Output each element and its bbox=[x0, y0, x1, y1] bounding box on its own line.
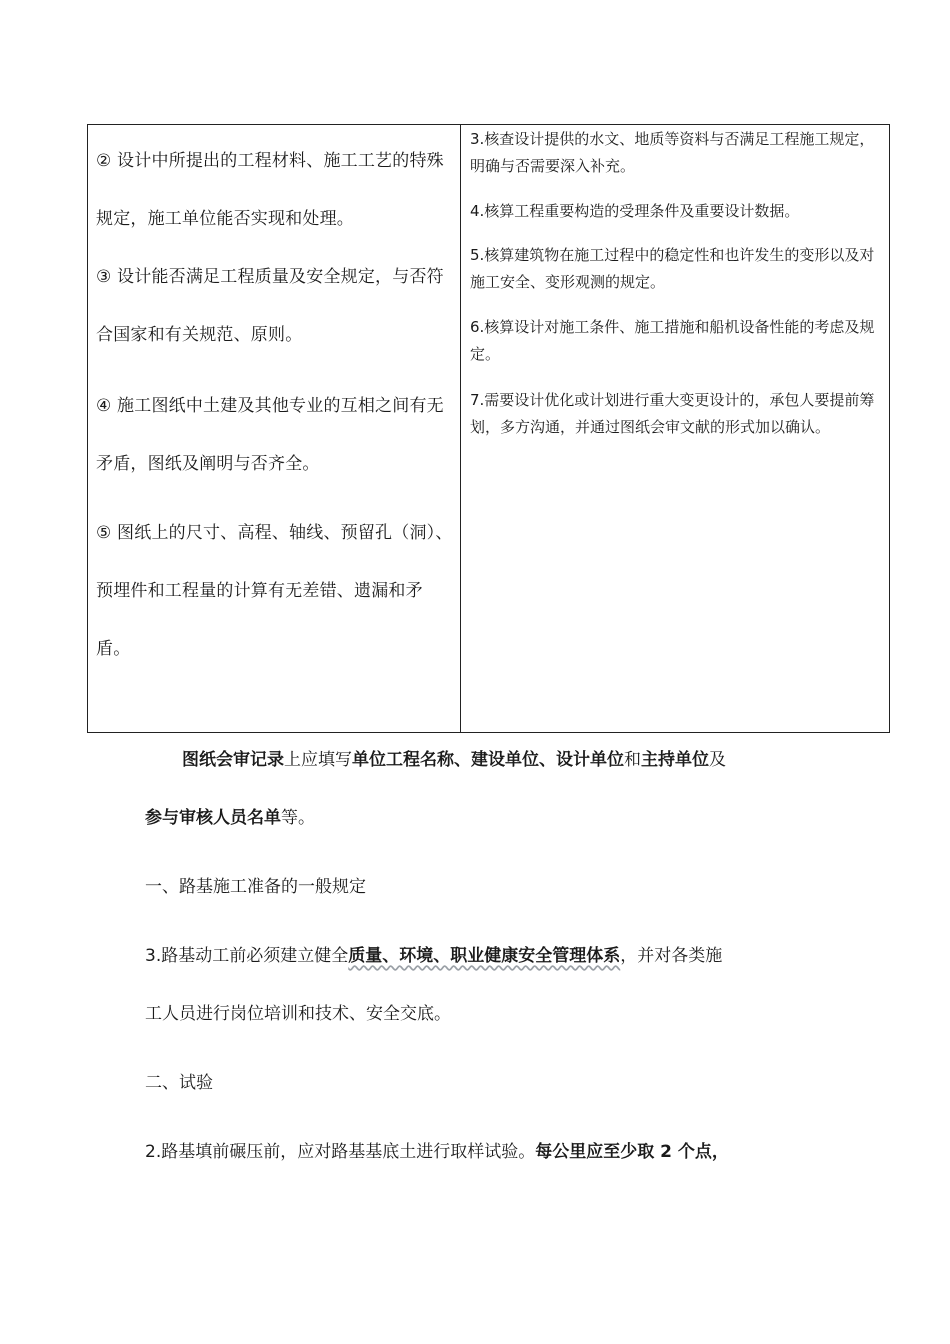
review-table bbox=[87, 124, 890, 733]
right-item-7: 7.需要设计优化或计划进行重大变更设计的，承包人要提前筹划，多方沟通，并通过图纸会审文献的形式加以确认。 bbox=[470, 391, 875, 436]
section1-item3-line2: 工人员进行岗位培训和技术、安全交底。 bbox=[145, 1004, 451, 1024]
section2-heading: 二、试验 bbox=[145, 1073, 213, 1093]
section1-item3-line1: 3.路基动工前必须建立健全质量、环境、职业健康安全管理体系，并对各类施 bbox=[145, 946, 723, 966]
table-right-column bbox=[461, 125, 889, 732]
right-item-3: 3.核查设计提供的水文、地质等资料与否满足工程施工规定，明确与否需要深入补充。 bbox=[470, 130, 875, 175]
section2-item2-line1: 2.路基填前碾压前，应对路基基底土进行取样试验。每公里应至少取 2 个点， bbox=[145, 1142, 729, 1162]
table-left-column bbox=[88, 125, 461, 732]
right-item-6: 6.核算设计对施工条件、施工措施和船机设备性能的考虑及规定。 bbox=[470, 318, 875, 363]
right-item-4: 4.核算工程重要构造的受理条件及重要设计数据。 bbox=[470, 202, 800, 220]
left-item-3: ③ 设计能否满足工程质量及安全规定，与否符合国家和有关规范、原则。 bbox=[96, 267, 444, 345]
right-item-5: 5.核算建筑物在施工过程中的稳定性和也许发生的变形以及对施工安全、变形观测的规定。 bbox=[470, 246, 875, 291]
record-note-line2: 参与审核人员名单等。 bbox=[145, 808, 315, 828]
left-item-2: ② 设计中所提出的工程材料、施工工艺的特殊规定，施工单位能否实现和处理。 bbox=[96, 151, 444, 229]
section1-heading: 一、路基施工准备的一般规定 bbox=[145, 877, 366, 897]
left-item-4: ④ 施工图纸中土建及其他专业的互相之间有无矛盾，图纸及阐明与否齐全。 bbox=[96, 396, 444, 474]
record-note-line1: 图纸会审记录上应填写单位工程名称、建设单位、设计单位和主持单位及 bbox=[182, 750, 726, 770]
left-item-5: ⑤ 图纸上的尺寸、高程、轴线、预留孔（洞）、预埋件和工程量的计算有无差错、遗漏和矛盾。 bbox=[96, 523, 453, 659]
